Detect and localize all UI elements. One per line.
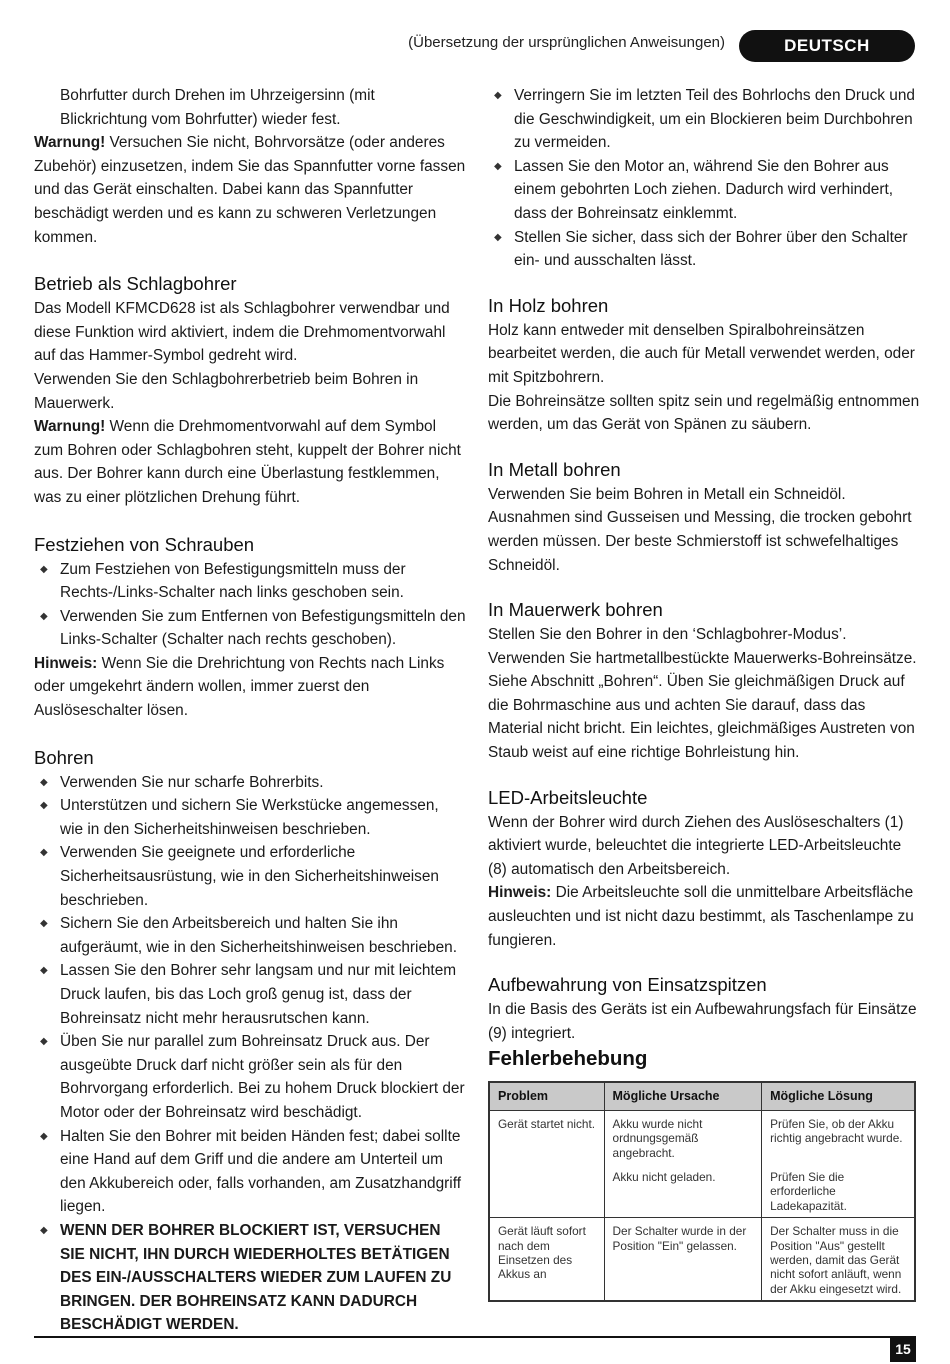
heading-drilling: Bohren (34, 746, 94, 768)
heading-led: LED-Arbeitsleuchte (488, 786, 648, 808)
heading-wood: In Holz bohren (488, 294, 609, 316)
table-cell: Prüfen Sie, ob der Akku richtig angebracht wurde. (762, 1110, 915, 1164)
heading-screws: Festziehen von Schrauben (34, 533, 255, 555)
note-text: Die Arbeitsleuchte soll die unmittelbare Arbeitsfläche ausleuchten und ist nicht dazu bestimmt, als Taschenlampe zu fungieren. (488, 884, 914, 949)
table-row (489, 1218, 915, 1302)
heading-metal: In Metall bohren (488, 458, 621, 480)
table-cell: Der Schalter wurde in der Position "Ein" gelassen. (604, 1218, 762, 1302)
list-item: ◆ Sichern Sie den Arbeitsbereich und halten Sie ihn aufgeräumt, wie in den Sicherheitshinweisen beschrieben. (34, 912, 466, 959)
drilling-list-continued (488, 84, 920, 273)
note-label: Hinweis: (34, 654, 98, 672)
wood-p1: Holz kann entweder mit denselben Spiralbohreinsätzen bearbeitet werden, die auch für Metall verwendet werden, oder mit Spitzbohrern. (488, 321, 915, 386)
heading-storage: Aufbewahrung von Einsatzspitzen (488, 974, 767, 996)
warning-text: Versuchen Sie nicht, Bohrvorsätze (oder anderes Zubehör) einzusetzen, indem Sie das Spannfutter vorne fassen und das Gerät einschalten. Dabei kann das Spannfutter beschädigt werden und es kann zu schweren Verletzungen kommen. (34, 134, 466, 246)
column-header: Mögliche Ursache (604, 1082, 762, 1110)
masonry-p1: Stellen Sie den Bohrer in den ‘Schlagbohrer-Modus’. Verwenden Sie hartmetallbestückte Mauerwerks-Bohreinsätze. Siehe Abschnitt „Bohren“. Üben Sie gleichmäßigen Druck auf die Bohrmaschine aus und achten Sie darauf, dass das Material nicht bricht. Ein leichtes, gleichmäßiges Austreten von Staub weist auf eine richtige Bohrleistung hin. (488, 626, 917, 762)
left-column (34, 84, 466, 1337)
warning-label: Warnung! (34, 134, 106, 152)
language-tab: DEUTSCH (739, 30, 915, 62)
column-header: Mögliche Lösung (762, 1082, 915, 1110)
list-item: ◆ Unterstützen und sichern Sie Werkstücke angemessen, wie in den Sicherheitshinweisen beschrieben. (34, 794, 466, 841)
heading-troubleshooting: Fehlerbehebung (488, 1047, 648, 1071)
footer-rule (34, 1336, 916, 1338)
hammer-p2: Verwenden Sie den Schlagbohrerbetrieb beim Bohren in Mauerwerk. (34, 370, 419, 412)
right-column (488, 84, 920, 1302)
hammer-warning (34, 415, 466, 509)
list-item: ◆ Halten Sie den Bohrer mit beiden Händen fest; dabei sollte eine Hand auf dem Griff und die andere am Unterteil um den Akkubereich oder, falls vorhanden, am Zusatzhandgriff liegen. (34, 1125, 466, 1219)
intro-text: Bohrfutter durch Drehen im Uhrzeigersinn (mit Blickrichtung vom Bohrfutter) wieder fest. (60, 87, 375, 128)
led-note (488, 881, 920, 952)
troubleshooting-table (488, 1081, 916, 1302)
heading-hammer: Betrieb als Schlagbohrer (34, 273, 237, 295)
list-item: ◆ Stellen Sie sicher, dass sich der Bohrer über den Schalter ein- und ausschalten lässt. (488, 226, 920, 273)
table-cell: Gerät startet nicht. (489, 1110, 604, 1217)
metal-p1: Verwenden Sie beim Bohren in Metall ein Schneidöl. Ausnahmen sind Gusseisen und Messing, die trocken gebohrt werden müssen. Der beste Schmierstoff ist schwefelhaltiges Schneidöl. (488, 485, 912, 574)
list-item-warning-caps: ◆ WENN DER BOHRER BLOCKIERT IST, VERSUCHEN SIE NICHT, IHN DURCH WIEDERHOLTES BETÄTIGEN DES EIN-/AUSSCHALTERS WIEDER ZUM LAUFEN ZU BRINGEN. DER BOHREINSATZ KANN DADURCH BESCHÄDIGT WERDEN. (34, 1219, 466, 1337)
table-cell: Akku nicht geladen. (604, 1164, 762, 1218)
led-p1: Wenn der Bohrer wird durch Ziehen des Auslöseschalters (1) aktiviert wurde, beleuchtet die integrierte LED-Arbeitsleuchte (8) automatisch den Arbeitsbereich. (488, 813, 904, 878)
list-item: ◆ Üben Sie nur parallel zum Bohreinsatz Druck aus. Der ausgeübte Druck darf nicht größer sein als für den Bohrvorgang erforderlich. Bei zu hohem Druck blockiert der Motor oder der Bohreinsatz wird beschädigt. (34, 1030, 466, 1124)
page-number: 15 (890, 1336, 916, 1362)
column-header: Problem (489, 1082, 604, 1110)
translation-note: (Übersetzung der ursprünglichen Anweisungen) (408, 34, 725, 51)
hammer-p1: Das Modell KFMCD628 ist als Schlagbohrer verwendbar und diese Funktion wird aktiviert, indem die Drehmomentvorwahl auf das Hammer-Symbol gedreht wird. (34, 300, 450, 365)
list-item: ◆ Verwenden Sie nur scharfe Bohrerbits. (34, 771, 466, 795)
list-item: ◆ Verwenden Sie zum Entfernen von Befestigungsmitteln den Links-Schalter (Schalter nach rechts geschoben). (34, 605, 466, 652)
table-cell: Der Schalter muss in die Position "Aus" gestellt werden, damit das Gerät nicht sofort anläuft, wenn der Akku eingesetzt wird. (762, 1218, 915, 1302)
storage-p1: In die Basis des Geräts ist ein Aufbewahrungsfach für Einsätze (9) integriert. (488, 1001, 917, 1042)
list-item: ◆ Verringern Sie im letzten Teil des Bohrlochs den Druck und die Geschwindigkeit, um ein Blockieren beim Durchbohren zu vermeiden. (488, 84, 920, 155)
table-cell: Prüfen Sie die erforderliche Ladekapazität. (762, 1164, 915, 1218)
heading-masonry: In Mauerwerk bohren (488, 599, 663, 621)
list-item: ◆ Lassen Sie den Motor an, während Sie den Bohrer aus einem gebohrten Loch ziehen. Dadurch wird verhindert, dass der Bohreinsatz einklemmt. (488, 155, 920, 226)
note-label: Hinweis: (488, 884, 552, 902)
list-item: ◆ Zum Festziehen von Befestigungsmitteln muss der Rechts-/Links-Schalter nach links geschoben sein. (34, 558, 466, 605)
warning-text: Wenn die Drehmomentvorwahl auf dem Symbol zum Bohren oder Schlagbohren steht, kuppelt der Bohrer nicht aus. Der Bohrer kann durch eine Überlastung festklemmen, was zu einer plötzlichen Drehung führt. (34, 418, 461, 506)
drilling-list (34, 771, 466, 1337)
list-item: ◆ Verwenden Sie geeignete und erforderliche Sicherheitsausrüstung, wie in den Sicherheitshinweisen beschrieben. (34, 841, 466, 912)
list-item: ◆ Lassen Sie den Bohrer sehr langsam und nur mit leichtem Druck laufen, bis das Loch groß genug ist, dass der Bohreinsatz nicht mehr herausrutschen kann. (34, 959, 466, 1030)
wood-p2: Die Bohreinsätze sollten spitz sein und regelmäßig entnommen werden, um das Gerät von Spänen zu säubern. (488, 392, 920, 434)
table-cell: Gerät läuft sofort nach dem Einsetzen des Akkus an (489, 1218, 604, 1302)
warning-label: Warnung! (34, 418, 106, 436)
table-cell: Akku wurde nicht ordnungsgemäß angebracht. (604, 1110, 762, 1164)
warning-paragraph (34, 131, 466, 249)
screws-note (34, 652, 466, 723)
table-row (489, 1110, 915, 1164)
table-header-row (489, 1082, 915, 1110)
note-text: Wenn Sie die Drehrichtung von Rechts nach Links oder umgekehrt ändern wollen, immer zuerst den Auslöseschalter lösen. (34, 654, 445, 720)
screws-list (34, 558, 466, 652)
